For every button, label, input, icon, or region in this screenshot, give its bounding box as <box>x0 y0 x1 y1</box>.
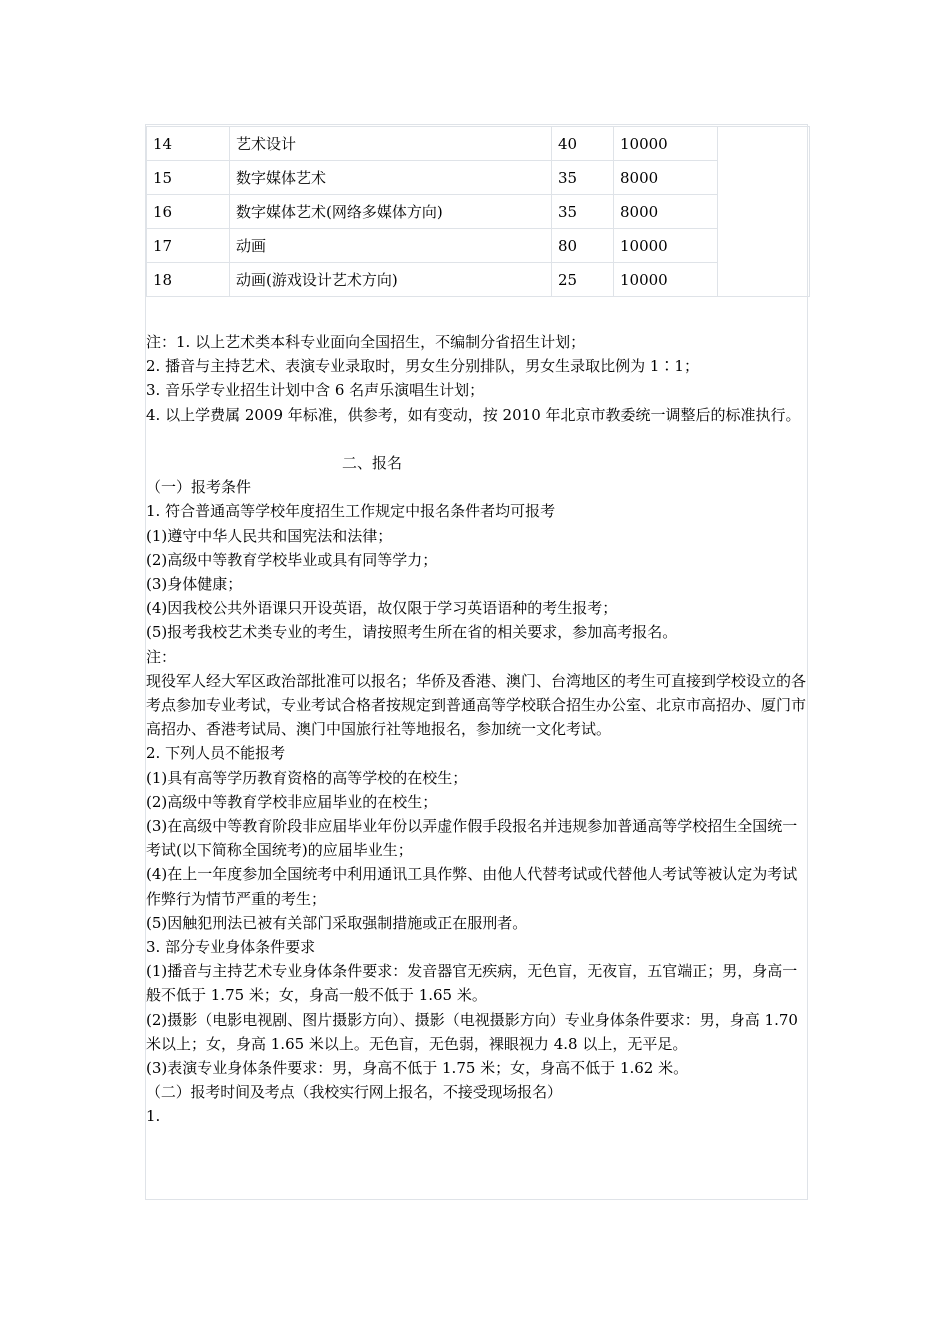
note-line: 3. 音乐学专业招生计划中含 6 名声乐演唱生计划； <box>146 381 485 400</box>
table-row <box>147 127 810 161</box>
document-body <box>146 330 808 1129</box>
merged-blank-cell <box>718 127 810 297</box>
body-paragraph: 现役军人经大军区政治部批准可以报名；华侨及香港、澳门、台湾地区的考生可直接到学校设立的各考点参加专业考试，专业考试合格者按规定到普通高等学校联合招生办公室、北京市高招办、厦门市高招办、香港考试局、澳门中国旅行社等地报名，参加统一文化考试。 <box>146 671 807 739</box>
enrollment-count: 80 <box>552 229 614 263</box>
row-number: 18 <box>147 263 230 297</box>
major-name: 动画 <box>230 229 552 263</box>
tuition-fee: 10000 <box>614 127 718 161</box>
enrollment-count: 40 <box>552 127 614 161</box>
enrollment-count: 35 <box>552 195 614 229</box>
body-line: (1)具有高等学历教育资格的高等学校的在校生； <box>146 768 468 787</box>
major-name: 艺术设计 <box>230 127 552 161</box>
major-name: 动画(游戏设计艺术方向) <box>230 263 552 297</box>
body-line: (1)遵守中华人民共和国宪法和法律； <box>146 526 393 545</box>
table-row <box>147 263 810 297</box>
subheading: 3. 部分专业身体条件要求 <box>146 938 316 957</box>
subheading: （二）报考时间及考点（我校实行网上报名，不接受现场报名） <box>146 1083 562 1102</box>
enrollment-plan-table <box>146 126 810 297</box>
tuition-fee: 10000 <box>614 229 718 263</box>
body-line: (2)高级中等教育学校非应届毕业的在校生； <box>146 792 438 811</box>
body-line: (5)报考我校艺术类专业的考生，请按照考生所在省的相关要求，参加高考报名。 <box>146 623 678 642</box>
section-title: 二、报名 <box>342 454 403 472</box>
note-line: 4. 以上学费属 2009 年标准，供参考，如有变动，按 2010 年北京市教委统一调整后的标准执行。 <box>146 405 801 424</box>
tuition-fee: 8000 <box>614 161 718 195</box>
table-row <box>147 161 810 195</box>
body-line: 注： <box>146 647 177 666</box>
subheading: 2. 下列人员不能报考 <box>146 744 286 763</box>
tuition-fee: 10000 <box>614 263 718 297</box>
body-line: (3)表演专业身体条件要求：男，身高不低于 1.75 米；女，身高不低于 1.62 米。 <box>146 1059 689 1078</box>
body-line: (2)高级中等教育学校毕业或具有同等学力； <box>146 550 438 569</box>
body-paragraph: (2)摄影（电影电视剧、图片摄影方向）、摄影（电视摄影方向）专业身体条件要求：男，身高 1.70 米以上；女，身高 1.65 米以上。无色盲，无色弱，裸眼视力 4.8 以上，无平足。 <box>146 1010 798 1053</box>
body-paragraph: (3)在高级中等教育阶段非应届毕业年份以弄虚作假手段报名并违规参加普通高等学校招生全国统一考试(以下简称全国统考)的应届毕业生； <box>146 817 798 860</box>
body-paragraph: (4)在上一年度参加全国统考中利用通讯工具作弊、由他人代替考试或代替他人考试等被认定为考试作弊行为情节严重的考生； <box>146 865 798 908</box>
enrollment-count: 35 <box>552 161 614 195</box>
note-line: 注：1. 以上艺术类本科专业面向全国招生，不编制分省招生计划； <box>146 333 586 351</box>
row-number: 14 <box>147 127 230 161</box>
subheading: （一）报考条件 <box>146 478 252 497</box>
body-line: (5)因触犯刑法已被有关部门采取强制措施或正在服刑者。 <box>146 913 528 932</box>
row-number: 16 <box>147 195 230 229</box>
body-line: (3)身体健康； <box>146 575 243 594</box>
row-number: 17 <box>147 229 230 263</box>
note-line: 2. 播音与主持艺术、表演专业录取时，男女生分别排队，男女生录取比例为 1∶1； <box>146 357 699 376</box>
table-row <box>147 195 810 229</box>
body-paragraph: (1)播音与主持艺术专业身体条件要求：发音器官无疾病，无色盲，无夜盲，五官端正；男，身高一般不低于 1.75 米；女，身高一般不低于 1.65 米。 <box>146 962 798 1005</box>
tuition-fee: 8000 <box>614 195 718 229</box>
enrollment-count: 25 <box>552 263 614 297</box>
major-name: 数字媒体艺术(网络多媒体方向) <box>230 195 552 229</box>
row-number: 15 <box>147 161 230 195</box>
table-row <box>147 229 810 263</box>
body-line: 1. <box>146 1107 161 1126</box>
major-name: 数字媒体艺术 <box>230 161 552 195</box>
body-line: 1. 符合普通高等学校年度招生工作规定中报名条件者均可报考 <box>146 502 556 521</box>
body-line: (4)因我校公共外语课只开设英语，故仅限于学习英语语种的考生报考； <box>146 599 618 618</box>
